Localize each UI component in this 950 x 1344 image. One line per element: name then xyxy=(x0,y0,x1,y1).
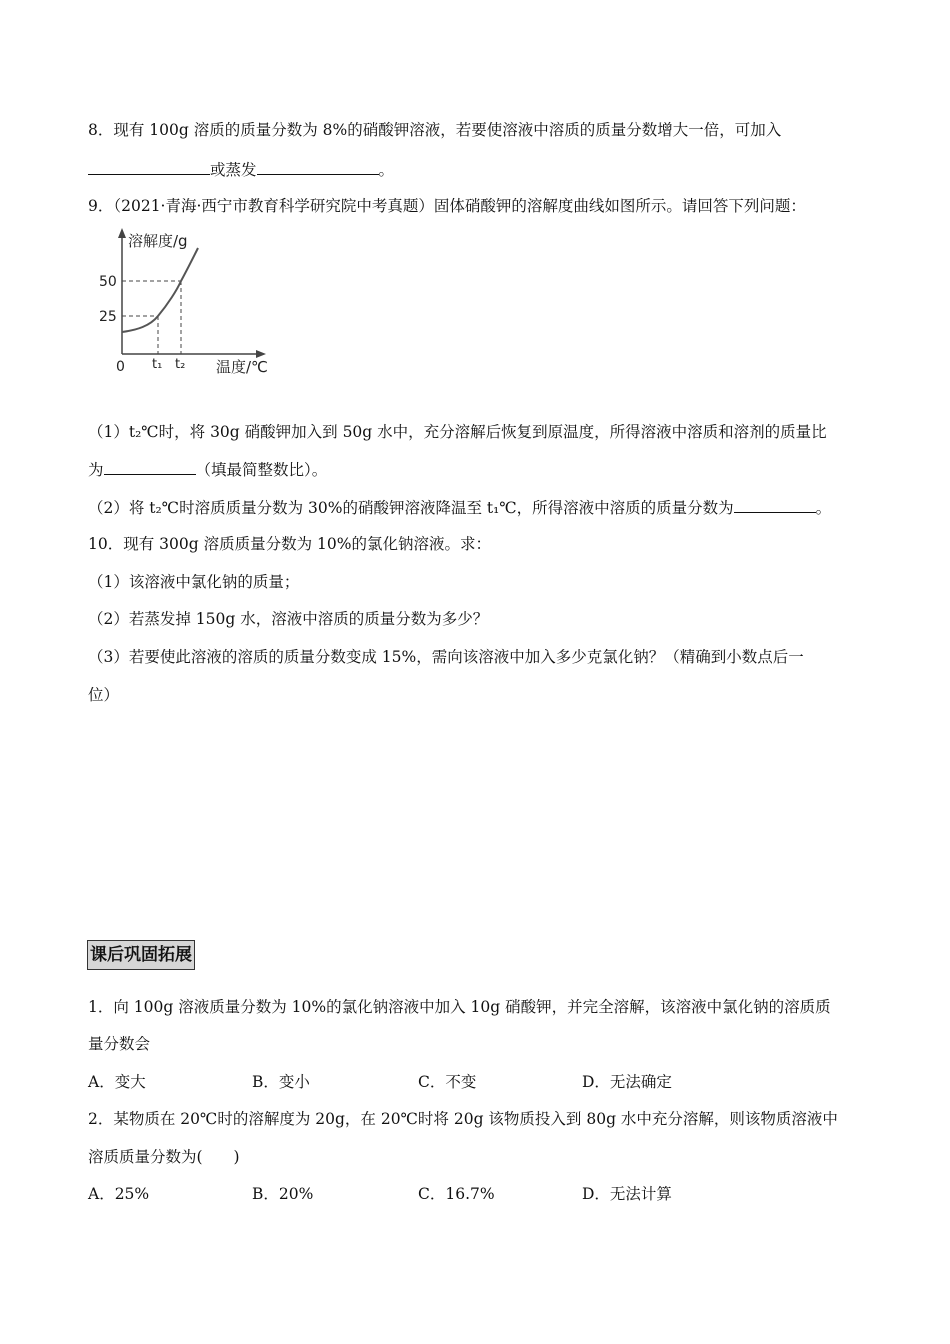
solubility-curve xyxy=(122,248,198,332)
x-tick-t2: t₂ xyxy=(175,357,186,372)
e2-option-d[interactable]: D．无法计算 xyxy=(582,1185,672,1203)
y-tick-50: 50 xyxy=(99,274,117,290)
e1-option-d[interactable]: D．无法确定 xyxy=(582,1073,672,1091)
x-axis-label: 温度/℃ xyxy=(216,358,268,376)
e1-option-b[interactable]: B．变小 xyxy=(252,1073,310,1091)
e1-option-a[interactable]: A．变大 xyxy=(88,1073,146,1091)
y-tick-25: 25 xyxy=(99,309,117,325)
y-axis-label: 溶解度/g xyxy=(128,232,188,250)
q8-line2 xyxy=(88,160,394,180)
q10-sub1: （1）该溶液中氯化钠的质量； xyxy=(88,573,300,591)
e2-option-c[interactable]: C．16.7% xyxy=(418,1185,495,1203)
e2-option-b[interactable]: B．20% xyxy=(252,1185,314,1203)
e1-line1: 1．向 100g 溶液质量分数为 10%的氯化钠溶液中加入 10g 硝酸钾，并完全溶解，该溶液中氯化钠的溶质质 xyxy=(88,998,831,1016)
answer-blank[interactable] xyxy=(88,160,210,175)
solubility-chart xyxy=(92,226,292,378)
e1-line2: 量分数会 xyxy=(88,1035,151,1053)
section-title: 课后巩固拓展 xyxy=(87,940,195,970)
q9-sub1-line1: （1）t₂℃时，将 30g 硝酸钾加入到 50g 水中，充分溶解后恢复到原温度，所得溶液中溶质和溶剂的质量比 xyxy=(88,423,827,441)
q10-header: 10．现有 300g 溶质质量分数为 10%的氯化钠溶液。求： xyxy=(88,535,491,553)
e2-option-a[interactable]: A．25% xyxy=(88,1185,150,1203)
q9-sub1-end: （填最简整数比）。 xyxy=(195,461,328,479)
q10-sub3-line2: 位） xyxy=(88,686,120,704)
q9-sub1-start: 为 xyxy=(88,461,104,479)
q8-line1: 8．现有 100g 溶质的质量分数为 8%的硝酸钾溶液，若要使溶液中溶质的质量分数增大一倍，可加入 xyxy=(88,121,782,139)
y-axis-arrow xyxy=(118,228,126,238)
q9-sub2-end: 。 xyxy=(815,499,832,517)
e2-line1: 2．某物质在 20℃时的溶解度为 20g，在 20℃时将 20g 该物质投入到 80g 水中充分溶解，则该物质溶液中 xyxy=(88,1110,838,1128)
q8-end-text: 。 xyxy=(378,161,395,179)
answer-blank[interactable] xyxy=(734,498,816,513)
x-axis-arrow xyxy=(256,350,266,358)
q9-header: 9．（2021·青海·西宁市教育科学研究院中考真题）固体硝酸钾的溶解度曲线如图所示。请回答下列问题： xyxy=(88,197,806,215)
q10-sub2: （2）若蒸发掉 150g 水，溶液中溶质的质量分数为多少？ xyxy=(88,610,489,628)
x-tick-t1: t₁ xyxy=(152,357,163,372)
e2-line2: 溶质质量分数为( ) xyxy=(88,1148,240,1166)
q9-sub2 xyxy=(88,498,831,518)
q8-mid-text: 或蒸发 xyxy=(210,161,257,179)
q10-sub3-line1: （3）若要使此溶液的溶质的质量分数变成 15%，需向该溶液中加入多少克氯化钠？（精确到小数点后一 xyxy=(88,648,804,666)
q9-sub2-text: （2）将 t₂℃时溶质质量分数为 30%的硝酸钾溶液降温至 t₁℃，所得溶液中溶质的质量分数为 xyxy=(88,499,734,517)
answer-blank[interactable] xyxy=(104,460,196,475)
x-tick-0: 0 xyxy=(116,359,125,375)
e1-option-c[interactable]: C．不变 xyxy=(418,1073,477,1091)
answer-blank[interactable] xyxy=(257,160,379,175)
q9-sub1-line2 xyxy=(88,460,327,480)
